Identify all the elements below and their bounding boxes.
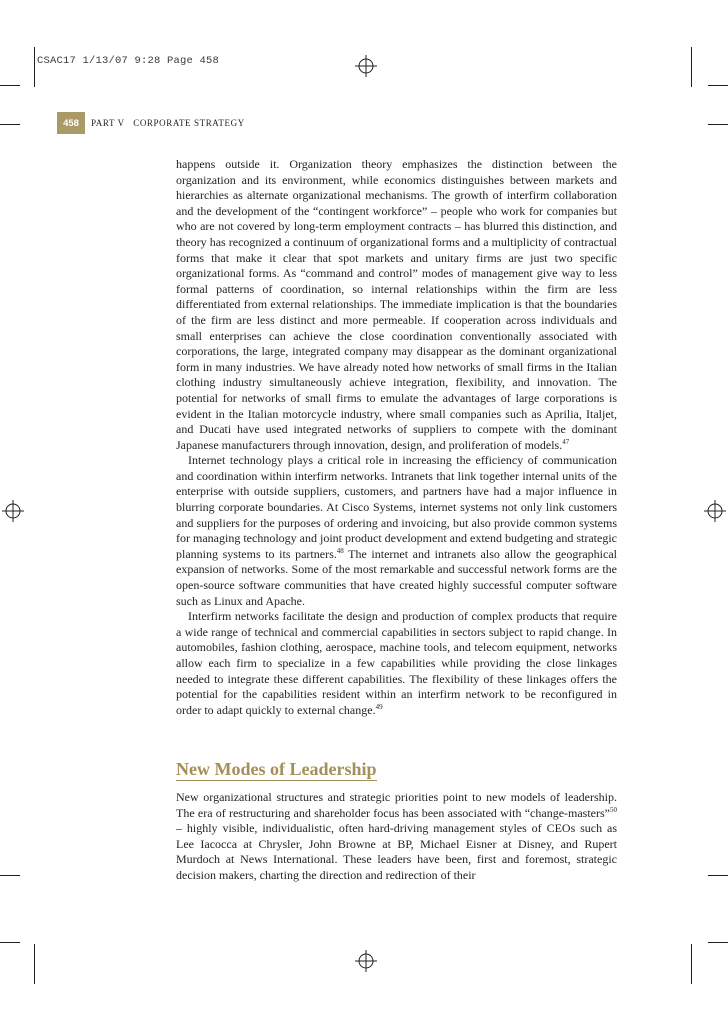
paragraph-text: The internet and intranets also allow the geographical expansion of networks. Some of the most remarkable and successful network forms are the open-source software communities that have created highly successful computer software such as Linux and Apache. (176, 546, 617, 608)
footnote-ref: 47 (562, 437, 570, 446)
crop-mark (708, 124, 728, 125)
body-text (176, 157, 617, 884)
part-title: CORPORATE STRATEGY (133, 118, 245, 128)
registration-mark-icon (355, 55, 377, 77)
footnote-ref: 50 (610, 805, 617, 814)
crop-mark (0, 124, 20, 125)
section-heading: New Modes of Leadership (176, 759, 377, 780)
crop-mark (0, 942, 20, 943)
crop-mark (708, 942, 728, 943)
part-number: PART V (91, 118, 125, 128)
crop-mark (34, 944, 35, 984)
paragraph-text: Internet technology plays a critical role in increasing the efficiency of communication and coordination within interfirm networks. Intranets that link together internal units of the enterprise with outside suppliers, customers, and partners have had a major influence in blurring corporate boundaries. At Cisco Systems, internet systems not only link customers and suppliers for the purposes of ordering and invoicing, but also provide common systems for managing technology and joint product development and extend budgeting and strategic planning systems to its partners. (176, 453, 617, 561)
paragraph-text: happens outside it. Organization theory emphasizes the distinction between the organization and its environment, while economics distinguishes between markets and hierarchies as alternate organizational mechanisms. The growth of interfirm collaboration and the development of the “contingent workforce” – people who work for companies but who are not covered by long-term employment contracts – has blurred this distinction, and theory has recognized a continuum of organizational forms and a multiplicity of contractual forms that make it clear that spot markets and unitary firms are just two specific organizational forms. As “command and control” modes of management give way to less formal patterns of coordination, so internal relationships within the firm are less differentiated from external relationships. The immediate implication is that the boundaries of the firm are less distinct and more permeable. If cooperation across individuals and small enterprises can achieve the close coordination conventionally associated with corporations, the large, integrated company may disappear as the dominant organizational form in many industries. We have already noted how networks of small firms in the Italian clothing industry simultaneously achieve integration, flexibility, and innovation. The potential for networks of small firms to emulate the advantages of large corporations is evident in the Italian motorcycle industry, where small companies such as Aprilia, Italjet, and Ducati have used integrated networks of suppliers to compete with the dominant Japanese manufacturers through innovation, design, and proliferation of models. (176, 157, 617, 452)
crop-mark (708, 875, 728, 876)
paragraph (176, 453, 617, 609)
paragraph (176, 790, 617, 884)
paragraph-text: Interfirm networks facilitate the design and production of complex products that require a wide range of technical and commercial capabilities in sectors subject to rapid change. In automobiles, fashion clothing, aerospace, machine tools, and telecom equipment, networks allow each firm to specialize in a few capabilities while providing the close linkages needed to integrate these different capabilities. The flexibility of these linkages offers the potential for the capabilities resident within an interfirm network to be reconfigured in order to adapt quickly to external change. (176, 609, 617, 717)
footnote-ref: 48 (336, 546, 344, 555)
page-number: 458 (57, 112, 85, 134)
registration-mark-icon (704, 500, 726, 522)
paragraph-text: – highly visible, individualistic, often hard-driving management styles of CEOs such as Lee Iacocca at Chrysler, John Browne at BP, Michael Eisner at Disney, and Rupert Murdoch at News International. These leaders have been, first and foremost, strategic decision makers, charting the direction and redirection of their (176, 821, 617, 882)
part-label (91, 118, 245, 128)
crop-mark (691, 944, 692, 984)
registration-mark-icon (2, 500, 24, 522)
registration-mark-icon (355, 950, 377, 972)
paragraph (176, 157, 617, 453)
crop-mark (0, 85, 20, 86)
crop-mark (708, 85, 728, 86)
crop-mark (34, 47, 35, 87)
footnote-ref: 49 (375, 702, 383, 711)
running-head (57, 112, 245, 134)
paragraph-text: New organizational structures and strategic priorities point to new models of leadership. The era of restructuring and shareholder focus has been associated with “change-masters” (176, 789, 617, 820)
crop-mark (0, 875, 20, 876)
print-slug: CSAC17 1/13/07 9:28 Page 458 (37, 55, 220, 67)
paragraph (176, 609, 617, 718)
crop-mark (691, 47, 692, 87)
